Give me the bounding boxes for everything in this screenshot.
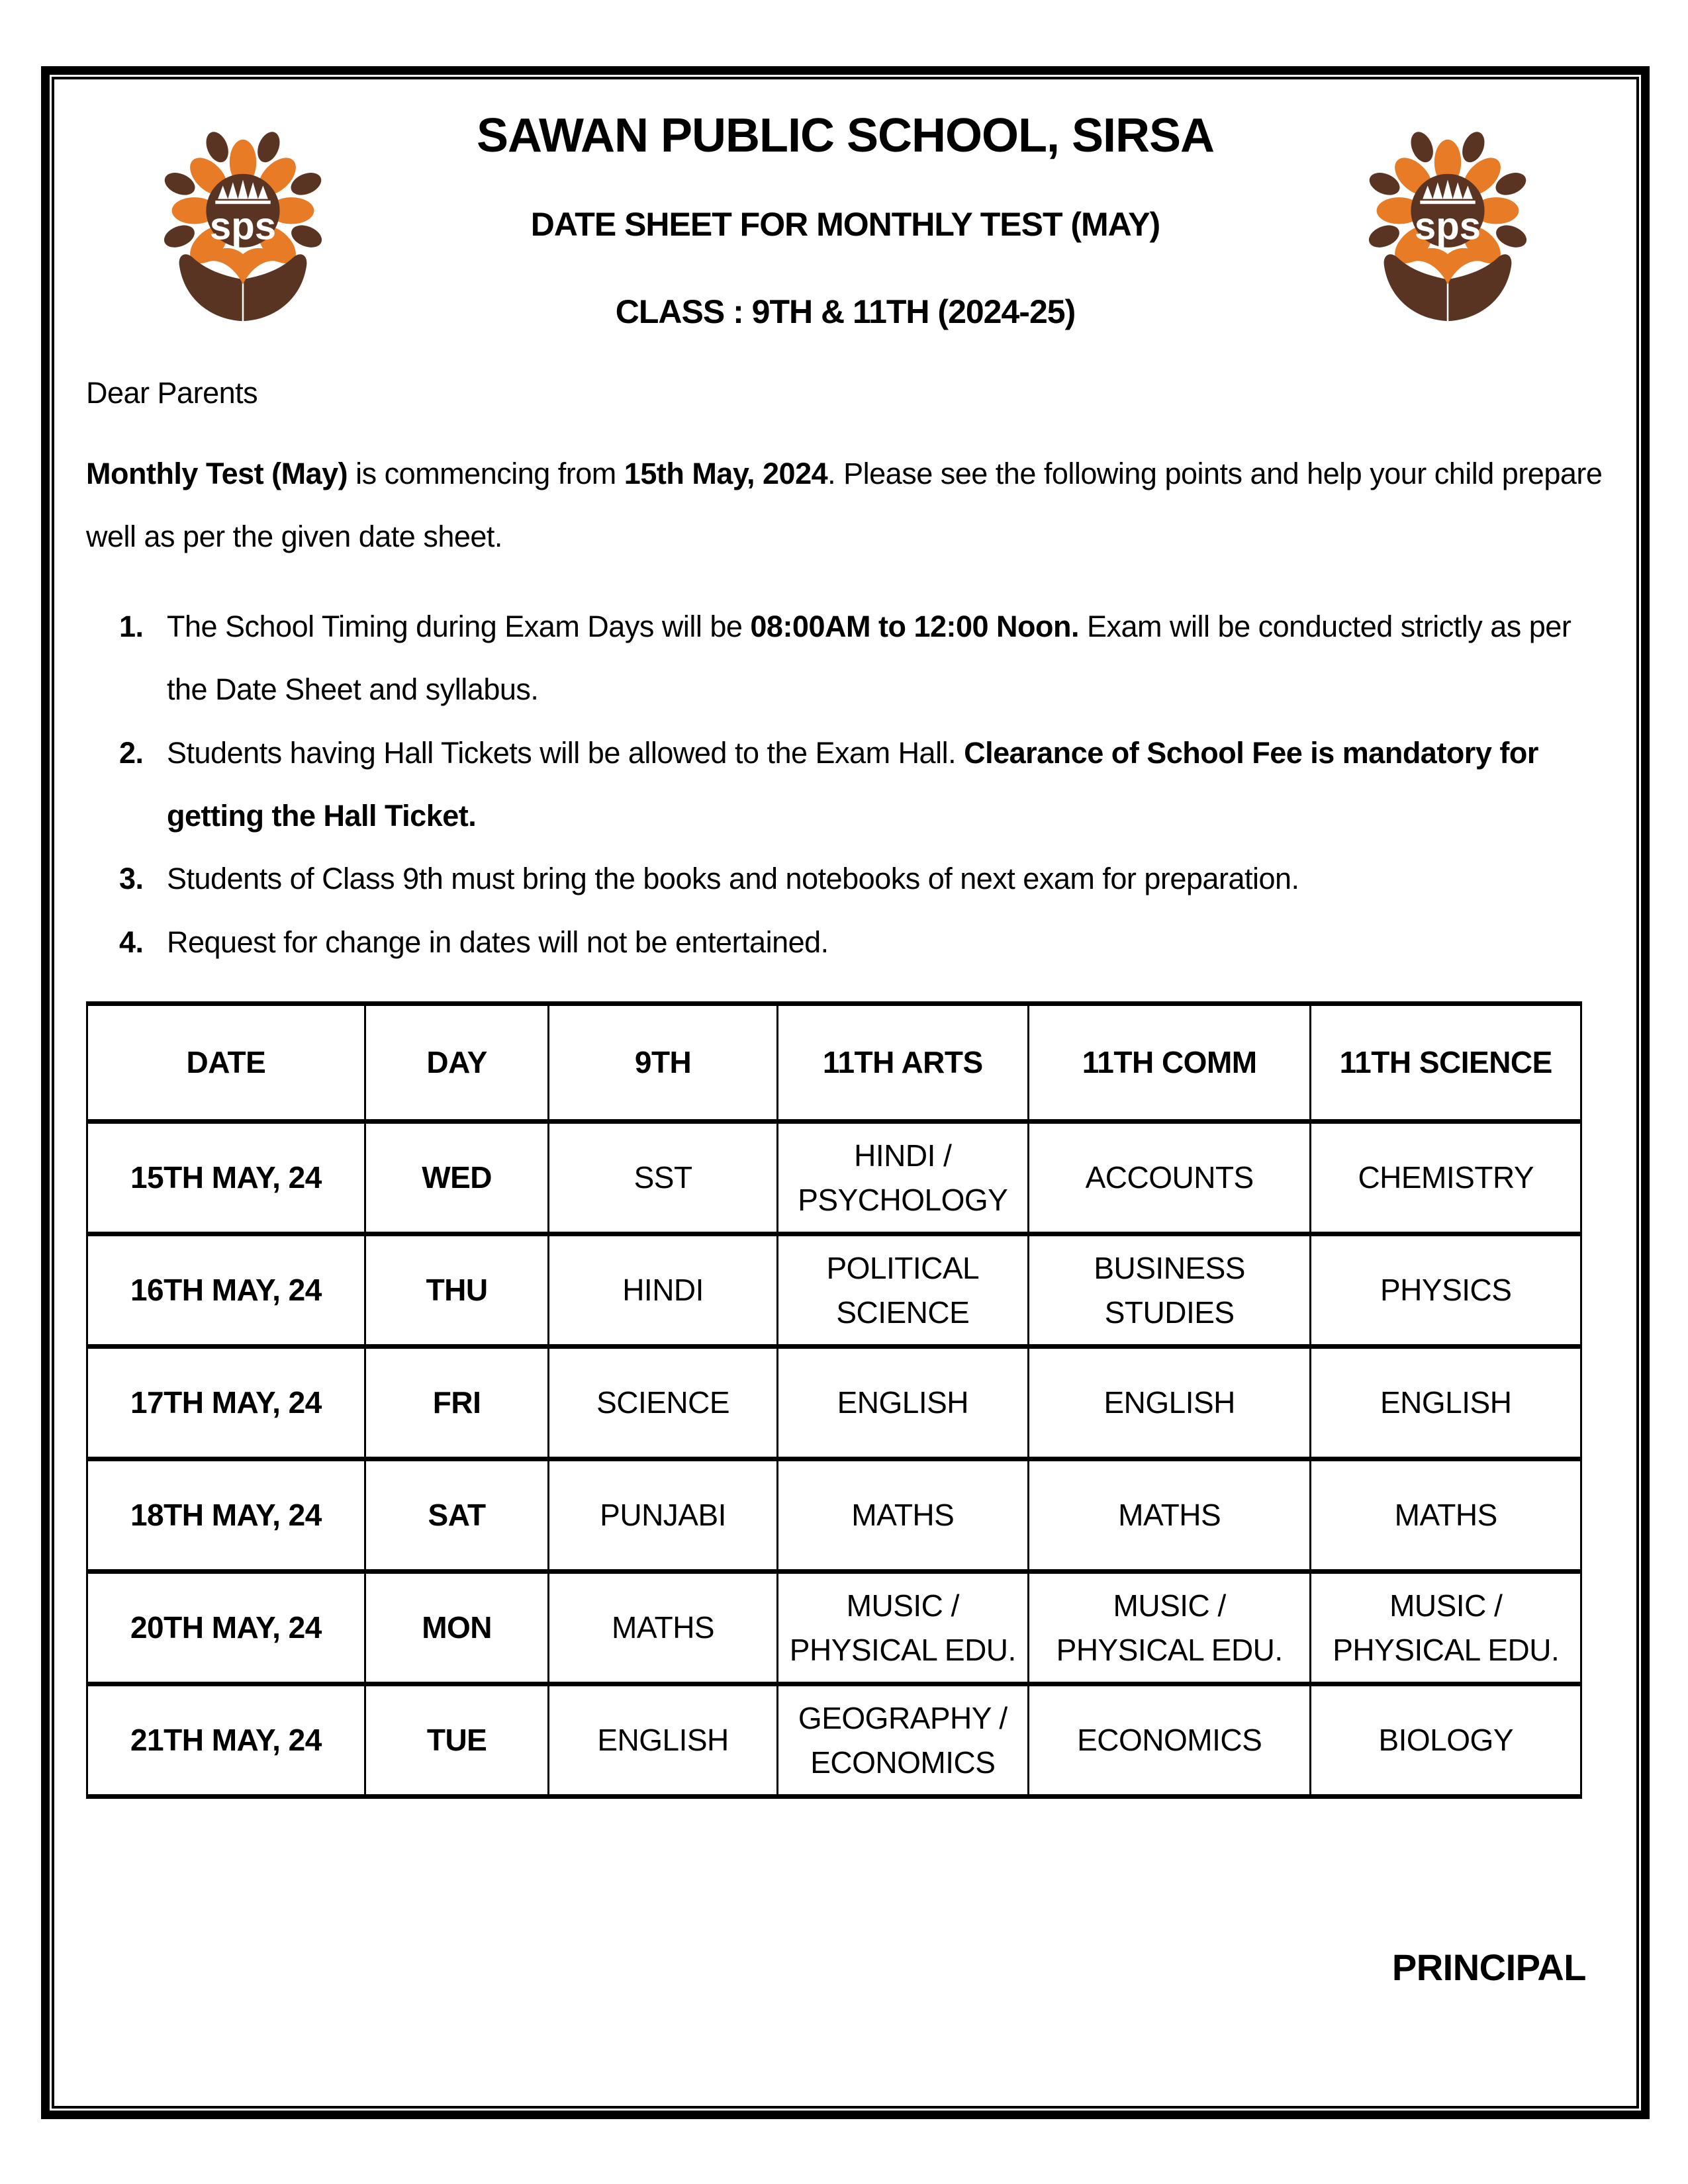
document-title: DATE SHEET FOR MONTHLY TEST (MAY) <box>530 206 1160 243</box>
subject-cell: ENGLISH <box>1311 1347 1581 1459</box>
intro-segment: is commencing from <box>348 457 624 490</box>
table-row <box>87 1572 1581 1684</box>
list-item-number: 4. <box>119 925 144 959</box>
list-item <box>119 911 1605 974</box>
text-segment: Exam will be conducted strictly as per the Date Sheet and syllabus. <box>167 609 1571 707</box>
principal-signature: PRINCIPAL <box>1391 1946 1586 1989</box>
text-segment: Clearance of School Fee is mandatory for getting the Hall Ticket. <box>167 735 1538 833</box>
subject-cell: ENGLISH <box>777 1347 1028 1459</box>
column-header-11th-arts: 11TH ARTS <box>777 1004 1028 1122</box>
column-header-11th-science: 11TH SCIENCE <box>1311 1004 1581 1122</box>
table-row <box>87 1347 1581 1459</box>
date-cell: 21TH MAY, 24 <box>87 1684 365 1797</box>
list-item-text <box>167 721 1605 848</box>
text-segment: Students having Hall Tickets will be allowed to the Exam Hall. <box>167 735 964 770</box>
day-cell: WED <box>365 1122 549 1234</box>
column-header-11th-comm: 11TH COMM <box>1028 1004 1311 1122</box>
subject-cell: MATHS <box>777 1459 1028 1572</box>
subject-cell: CHEMISTRY <box>1311 1122 1581 1234</box>
intro-segment: . Please see the following points and help your child prepare well as per the given date sheet. <box>86 457 1603 554</box>
page-content <box>52 77 1639 2109</box>
day-cell: TUE <box>365 1684 549 1797</box>
subject-cell: PHYSICS <box>1311 1234 1581 1347</box>
subject-cell: BUSINESS STUDIES <box>1028 1234 1311 1347</box>
subject-cell: SST <box>549 1122 777 1234</box>
date-sheet-table <box>86 1001 1582 1799</box>
day-cell: THU <box>365 1234 549 1347</box>
list-item-text <box>167 911 1605 974</box>
subject-cell: MATHS <box>1028 1459 1311 1572</box>
text-segment: Request for change in dates will not be entertained. <box>167 925 829 959</box>
subject-cell: MUSIC / PHYSICAL EDU. <box>1311 1572 1581 1684</box>
list-item-number: 2. <box>119 735 144 770</box>
table-header-row <box>87 1004 1581 1122</box>
day-cell: MON <box>365 1572 549 1684</box>
list-item <box>119 595 1605 721</box>
subject-cell: MUSIC / PHYSICAL EDU. <box>777 1572 1028 1684</box>
subject-cell: ENGLISH <box>549 1684 777 1797</box>
subject-cell: SCIENCE <box>549 1347 777 1459</box>
subject-cell: ENGLISH <box>1028 1347 1311 1459</box>
intro-paragraph <box>86 442 1605 569</box>
subject-cell: HINDI / PSYCHOLOGY <box>777 1122 1028 1234</box>
list-item-number: 1. <box>119 609 144 643</box>
list-item-text <box>167 595 1605 721</box>
list-item-number: 3. <box>119 862 144 896</box>
day-cell: FRI <box>365 1347 549 1459</box>
date-cell: 20TH MAY, 24 <box>87 1572 365 1684</box>
subject-cell: ACCOUNTS <box>1028 1122 1311 1234</box>
class-line: CLASS : 9TH & 11TH (2024-25) <box>615 293 1076 330</box>
subject-cell: MUSIC / PHYSICAL EDU. <box>1028 1572 1311 1684</box>
date-cell: 16TH MAY, 24 <box>87 1234 365 1347</box>
subject-cell: PUNJABI <box>549 1459 777 1572</box>
subject-cell: MATHS <box>1311 1459 1581 1572</box>
text-segment: Students of Class 9th must bring the books and notebooks of next exam for preparation. <box>167 862 1299 896</box>
sps-logo-icon <box>1356 107 1540 338</box>
school-name: SAWAN PUBLIC SCHOOL, SIRSA <box>476 109 1215 162</box>
text-segment: The School Timing during Exam Days will be <box>167 609 751 643</box>
intro-segment: 15th May, 2024 <box>624 457 828 490</box>
column-header-day: DAY <box>365 1004 549 1122</box>
salutation: Dear Parents <box>86 376 258 410</box>
day-cell: SAT <box>365 1459 549 1572</box>
subject-cell: ECONOMICS <box>1028 1684 1311 1797</box>
subject-cell: GEOGRAPHY / ECONOMICS <box>777 1684 1028 1797</box>
intro-segment: Monthly Test (May) <box>86 457 348 490</box>
table-row <box>87 1234 1581 1347</box>
document-header <box>86 98 1605 376</box>
date-cell: 18TH MAY, 24 <box>87 1459 365 1572</box>
text-segment: 08:00AM to 12:00 Noon. <box>750 609 1080 643</box>
date-cell: 17TH MAY, 24 <box>87 1347 365 1459</box>
list-item <box>119 847 1605 910</box>
subject-cell: BIOLOGY <box>1311 1684 1581 1797</box>
sps-logo-icon <box>151 107 335 338</box>
table-row <box>87 1684 1581 1797</box>
subject-cell: MATHS <box>549 1572 777 1684</box>
list-item-text <box>167 847 1605 910</box>
column-header-9th: 9TH <box>549 1004 777 1122</box>
date-cell: 15TH MAY, 24 <box>87 1122 365 1234</box>
column-header-date: DATE <box>87 1004 365 1122</box>
subject-cell: POLITICAL SCIENCE <box>777 1234 1028 1347</box>
subject-cell: HINDI <box>549 1234 777 1347</box>
table-row <box>87 1459 1581 1572</box>
table-row <box>87 1122 1581 1234</box>
instruction-list <box>86 595 1605 974</box>
page-border <box>41 66 1650 2119</box>
list-item <box>119 721 1605 848</box>
